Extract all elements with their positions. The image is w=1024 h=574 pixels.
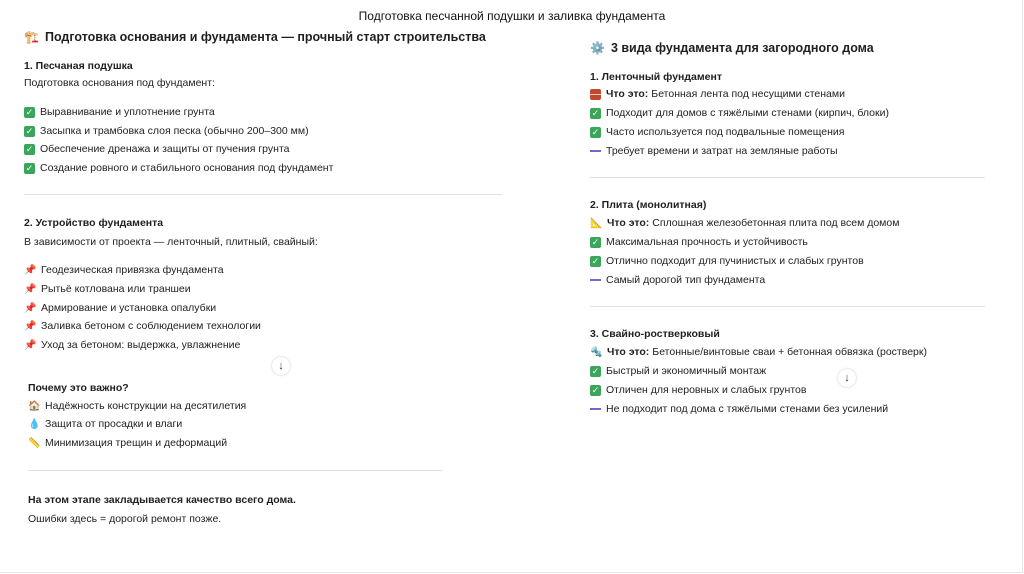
check-icon: ✓ xyxy=(591,126,600,137)
list-item-text: Максимальная прочность и устойчивость xyxy=(606,236,808,248)
footer-bold: На этом этапе закладывается качество всего дома. xyxy=(28,494,296,506)
list-item xyxy=(24,264,224,276)
list-item-text: Отличен для неровных и слабых грунтов xyxy=(606,384,807,396)
list-item xyxy=(24,143,289,155)
footer-text: Ошибки здесь = дорогой ремонт позже. xyxy=(28,513,222,525)
droplet-icon: 💧 xyxy=(28,418,41,430)
pin-icon: 📌 xyxy=(24,320,37,332)
list-item-text: Создание ровного и стабильного основания под фундамент xyxy=(40,162,334,174)
slide-title: Подготовка песчанной подушки и заливка фундамента xyxy=(358,9,666,23)
list-item-text: Подходит для домов с тяжёлыми стенами (кирпич, блоки) xyxy=(606,107,889,119)
minus-icon xyxy=(590,150,601,152)
brick-icon xyxy=(590,89,601,100)
check-icon: ✓ xyxy=(591,255,600,266)
list-item-text: Геодезическая привязка фундамента xyxy=(41,264,224,276)
list-item-text: Обеспечение дренажа и защиты от пучения грунта xyxy=(40,143,290,155)
list-item xyxy=(24,106,215,118)
list-item xyxy=(24,320,261,332)
foundation-title: 2. Устройство фундамента xyxy=(24,217,164,229)
list-item-text: Выравнивание и уплотнение грунта xyxy=(40,106,215,118)
check-icon: ✓ xyxy=(591,365,600,376)
list-item xyxy=(590,236,808,248)
check-icon: ✓ xyxy=(25,125,34,136)
list-item-text: Уход за бетоном: выдержка, увлажнение xyxy=(41,339,241,351)
divider xyxy=(24,194,502,195)
what-text: Бетонные/винтовые сваи + бетонная обвязка (ростверк) xyxy=(652,346,927,358)
list-item xyxy=(590,107,889,119)
check-icon: ✓ xyxy=(591,107,600,118)
list-item xyxy=(24,125,309,137)
what-text: Сплошная железобетонная плита под всем домом xyxy=(652,217,900,229)
pin-icon: 📌 xyxy=(24,264,37,276)
list-item-text: Быстрый и экономичный монтаж xyxy=(606,365,767,377)
list-item xyxy=(590,384,806,396)
scroll-down-button[interactable]: ↓ xyxy=(838,369,856,387)
list-item xyxy=(28,437,227,449)
check-icon: ✓ xyxy=(591,236,600,247)
list-item-text: Засыпка и трамбовка слоя песка (обычно 200–300 мм) xyxy=(40,125,309,137)
strip-what xyxy=(590,88,845,100)
check-icon: ✓ xyxy=(591,384,600,395)
pile-title: 3. Свайно-ростверковый xyxy=(590,328,720,340)
right-heading xyxy=(590,41,874,55)
list-item-text: Часто используется под подвальные помещения xyxy=(606,126,845,138)
list-item xyxy=(590,145,838,157)
list-item xyxy=(28,418,182,430)
list-item-text: Не подходит под дома с тяжёлыми стенами без усилений xyxy=(606,403,889,415)
left-heading xyxy=(24,30,486,44)
minus-icon xyxy=(590,408,601,410)
slab-what xyxy=(590,217,899,229)
list-item-text: Надёжность конструкции на десятилетия xyxy=(45,400,247,412)
list-item-text: Рытьё котлована или траншеи xyxy=(41,283,191,295)
list-item xyxy=(590,255,864,267)
sand-intro: Подготовка основания под фундамент: xyxy=(24,77,215,89)
check-icon: ✓ xyxy=(25,162,34,173)
list-item xyxy=(28,400,246,412)
why-title: Почему это важно? xyxy=(28,382,129,394)
divider xyxy=(590,306,985,307)
pin-icon: 📌 xyxy=(24,302,37,314)
list-item xyxy=(24,283,191,295)
divider xyxy=(28,470,442,471)
crane-icon: 🏗️ xyxy=(24,30,39,44)
what-text: Бетонная лента под несущими стенами xyxy=(651,88,845,100)
slab-title: 2. Плита (монолитная) xyxy=(590,199,707,211)
ruler-icon: 📏 xyxy=(28,437,41,449)
divider xyxy=(590,177,985,178)
pin-icon: 📌 xyxy=(24,339,37,351)
left-heading-text: Подготовка основания и фундамента — прочный старт строительства xyxy=(44,30,486,44)
what-label: Что это: xyxy=(607,217,650,229)
list-item-text: Минимизация трещин и деформаций xyxy=(45,437,228,449)
list-item-text: Отлично подходит для пучинистых и слабых грунтов xyxy=(606,255,864,267)
pin-icon: 📌 xyxy=(24,283,37,295)
triangle-ruler-icon: 📐 xyxy=(590,217,603,229)
list-item xyxy=(590,403,888,415)
check-icon: ✓ xyxy=(25,143,34,154)
check-icon: ✓ xyxy=(25,106,34,117)
strip-title: 1. Ленточный фундамент xyxy=(590,71,722,83)
gear-icon: ⚙️ xyxy=(590,41,605,55)
right-heading-text: 3 вида фундамента для загородного дома xyxy=(610,41,874,55)
list-item xyxy=(590,365,766,377)
list-item-text: Самый дорогой тип фундамента xyxy=(606,274,766,286)
list-item xyxy=(24,339,240,351)
what-label: Что это: xyxy=(607,346,650,358)
list-item-text: Заливка бетоном с соблюдением технологии xyxy=(41,320,261,332)
pile-what xyxy=(590,346,927,358)
list-item xyxy=(24,162,333,174)
what-label: Что это: xyxy=(606,88,649,100)
list-item-text: Армирование и установка опалубки xyxy=(41,302,217,314)
scroll-down-button[interactable]: ↓ xyxy=(272,357,290,375)
list-item xyxy=(590,126,844,138)
sand-title: 1. Песчаная подушка xyxy=(24,60,133,72)
minus-icon xyxy=(590,279,601,281)
list-item xyxy=(590,274,765,286)
foundation-intro: В зависимости от проекта — ленточный, плитный, свайный: xyxy=(24,236,318,248)
list-item xyxy=(24,302,216,314)
house-icon: 🏠 xyxy=(28,400,41,412)
screw-icon: 🔩 xyxy=(590,346,603,358)
list-item-text: Защита от просадки и влаги xyxy=(45,418,183,430)
list-item-text: Требует времени и затрат на земляные работы xyxy=(606,145,838,157)
